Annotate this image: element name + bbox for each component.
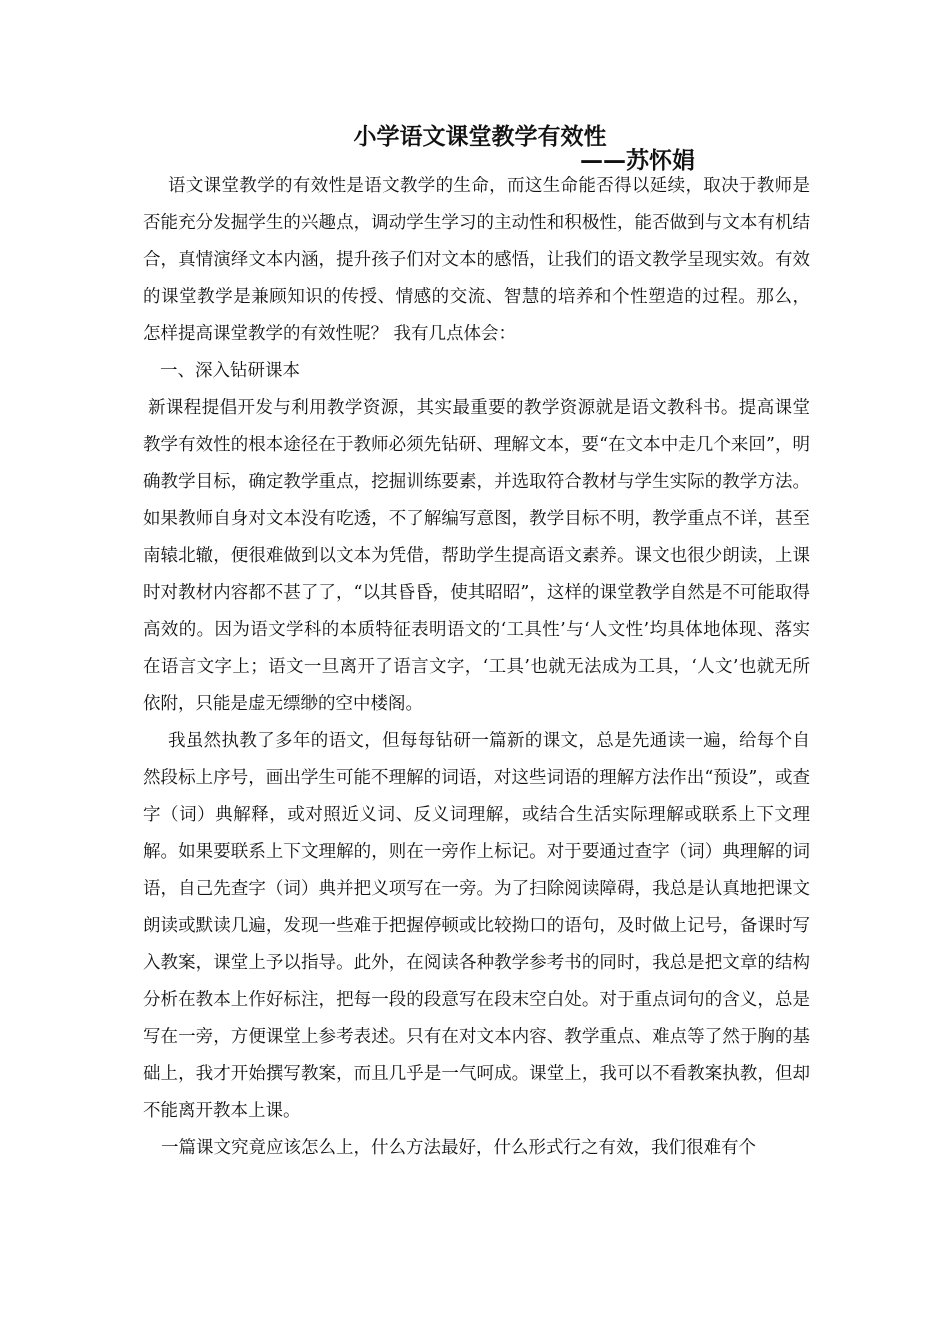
document-author: ——苏怀娟 (580, 148, 695, 174)
paragraph-section-2: 我虽然执教了多年的语文，但每每钻研一篇新的课文，总是先通读一遍，给每个自然段标上序号，画出学生可能不理解的词语，对这些词语的理解方法作出“预设”，或查字（词）典解释，或对照近义词、反义词理解，或结合生活实际理解或联系上下文理解。如果要联系上下文理解的，则在一旁作上标记。对于要通过查字（词）典理解的词语，自己先查字（词）典并把义项写在一旁。为了扫除阅读障碍，我总是认真地把课文朗读或默读几遍，发现一些难于把握停顿或比较拗口的语句，及时做上记号，备课时写入教案，课堂上予以指导。此外，在阅读各种教学参考书的同时，我总是把文章的结构分析在教本上作好标注，把每一段的段意写在段末空白处。对于重点词句的含义，总是写在一旁，方便课堂上参考表述。只有在对文本内容、教学重点、难点等了然于胸的基础上，我才开始撰写教案，而且几乎是一气呵成。课堂上，我可以不看教案执教，但却不能离开教本上课。 (143, 731, 810, 1121)
paragraph-section-1: 新课程提倡开发与利用教学资源，其实最重要的教学资源就是语文教科书。提高课堂教学有效性的根本途径在于教师必须先钻研、理解文本，要“在文本中走几个来回”，明确教学目标，确定教学重点，挖掘训练要素，并选取符合教材与学生实际的教学方法。如果教师自身对文本没有吃透，不了解编写意图，教学目标不明，教学重点不详，甚至南辕北辙，便很难做到以文本为凭借，帮助学生提高语文素养。课文也很少朗读，上课时对教材内容都不甚了了，“以其昏昏，使其昭昭”，这样的课堂教学自然是不可能取得高效的。因为语文学科的本质特征表明语文的‘工具性’与‘人文性’均具体地体现、落实在语言文字上；语文一旦离开了语言文字，‘工具’也就无法成为工具，‘人文’也就无所依附，只能是虚无缥缈的空中楼阁。 (143, 398, 810, 714)
paragraph-intro: 语文课堂教学的有效性是语文教学的生命，而这生命能否得以延续，取决于教师是否能充分发掘学生的兴趣点，调动学生学习的主动性和积极性，能否做到与文本有机结合，真情演绎文本内涵，提升孩子们对文本的感悟，让我们的语文教学呈现实效。有效的课堂教学是兼顾知识的传授、情感的交流、智慧的培养和个性塑造的过程。那么， 怎样提高课堂教学的有效性呢？ 我有几点体会： (143, 176, 810, 344)
section-heading: 一、深入钻研课本 (160, 361, 300, 381)
paragraph-section-3: 一篇课文究竟应该怎么上，什么方法最好，什么形式行之有效，我们很难有个 (161, 1138, 756, 1158)
document-title: 小学语文课堂教学有效性 (353, 124, 607, 150)
document-body (143, 168, 810, 1167)
